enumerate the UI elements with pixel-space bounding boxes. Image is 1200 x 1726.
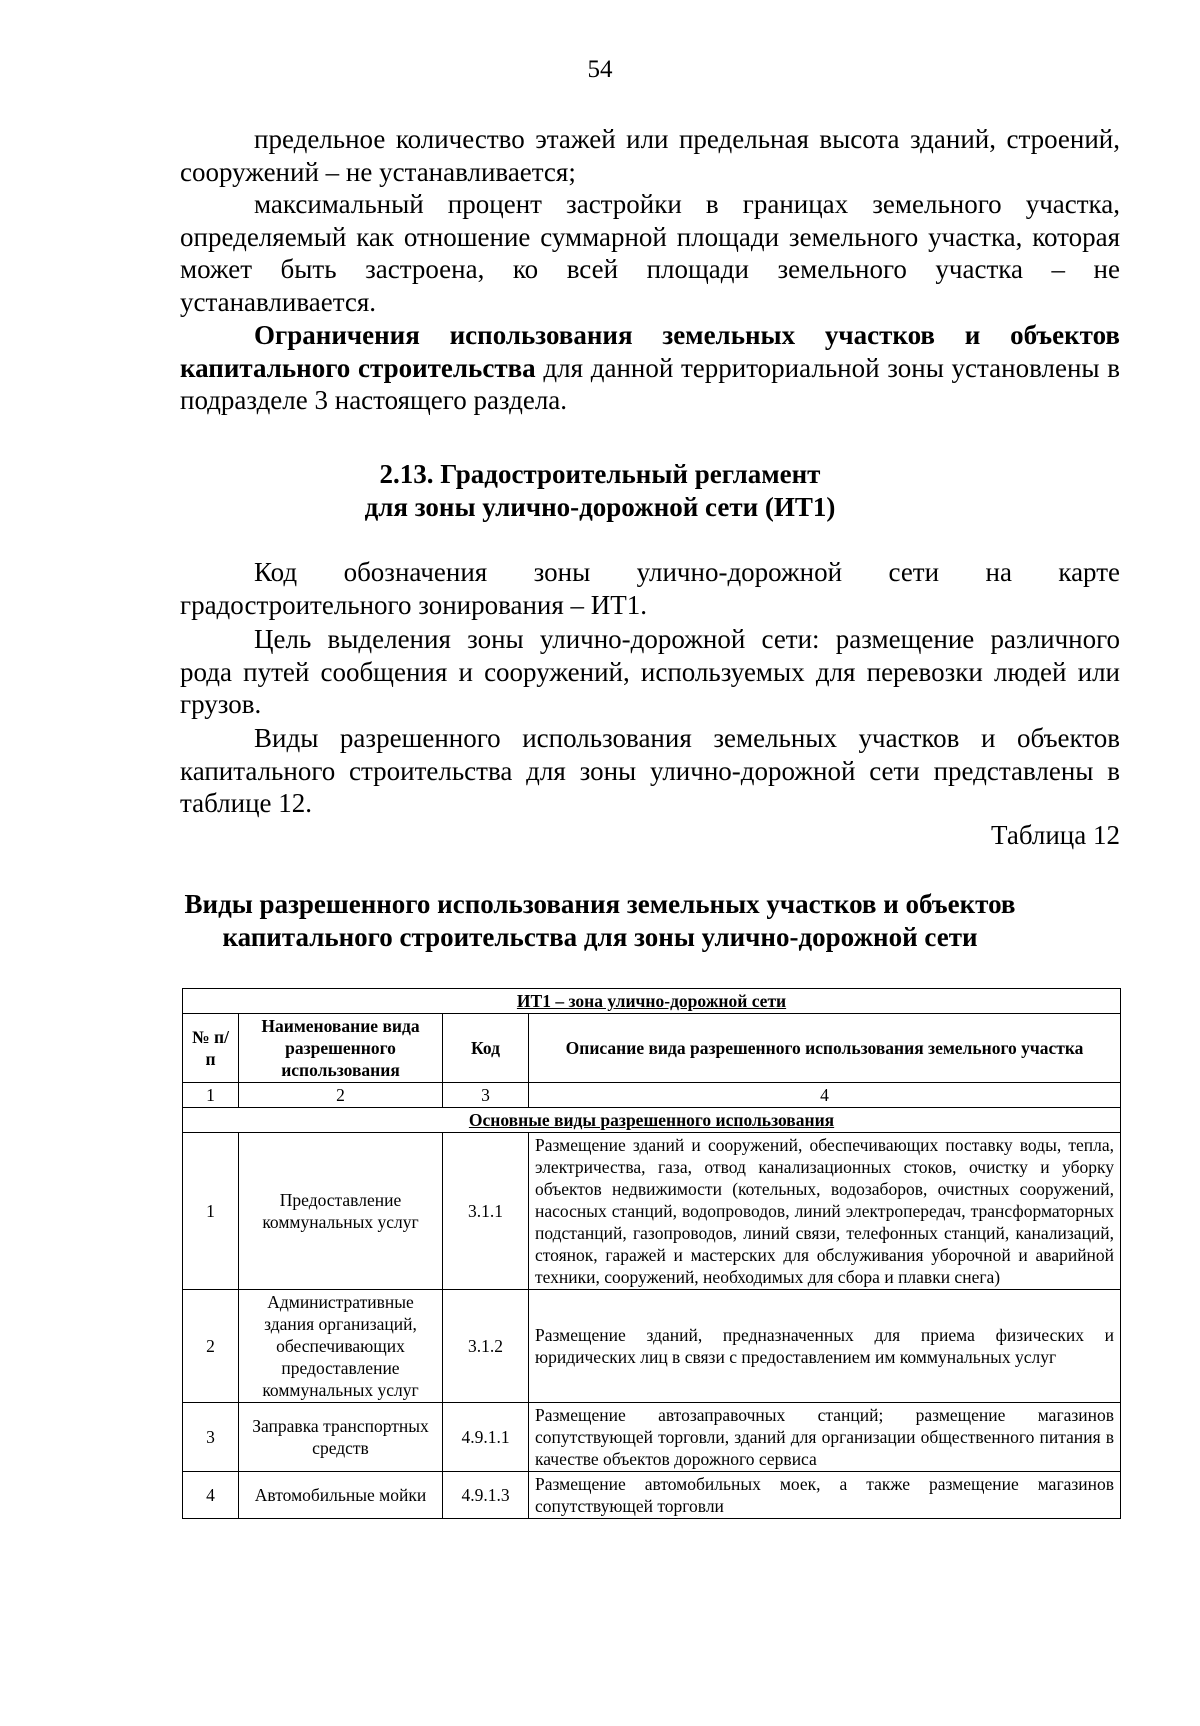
row-code: 4.9.1.3: [443, 1472, 529, 1519]
paragraph-zone-code: [180, 556, 1120, 621]
table-title-line1: Виды разрешенного использования земельных участков и объектов: [184, 889, 1016, 919]
header-name: Наименование вида разрешенного использования: [239, 1014, 443, 1083]
zone-header-row: [183, 989, 1121, 1014]
column-header-row: [183, 1014, 1121, 1083]
row-code: 3.1.2: [443, 1290, 529, 1403]
row-num: 1: [183, 1133, 239, 1290]
row-num: 4: [183, 1472, 239, 1519]
paragraph-usage-types: [180, 722, 1120, 820]
paragraph-zone-purpose: [180, 623, 1120, 721]
row-name: Административные здания организаций, обеспечивающих предоставление коммунальных услуг: [239, 1290, 443, 1403]
table-title: [0, 888, 1200, 954]
paragraph-text: Виды разрешенного использования земельных участков и объектов капитального строительства для зоны улично-дорожной сети представлены в таблице 12.: [180, 723, 1120, 818]
section-heading-line2: для зоны улично-дорожной сети (ИТ1): [364, 492, 836, 522]
page-number: 54: [587, 56, 613, 83]
row-desc: Размещение автозаправочных станций; размещение магазинов сопутствующей торговли, зданий для организации общественного питания в качестве объектов дорожного сервиса: [529, 1403, 1121, 1472]
row-num: 3: [183, 1403, 239, 1472]
restrictions-bold-text: Ограничения использования земельных участков и объектов капитального строительства: [180, 320, 1120, 383]
usage-table: [182, 988, 1121, 1519]
table-row: [183, 1133, 1121, 1290]
row-num: 2: [183, 1290, 239, 1403]
paragraph-text: [180, 319, 1120, 417]
paragraph-text: предельное количество этажей или предельная высота зданий, строений, сооружений – не устанавливается;: [180, 124, 1120, 187]
section-row: [183, 1108, 1121, 1133]
table-row: [183, 1403, 1121, 1472]
row-name: Предоставление коммунальных услуг: [239, 1133, 443, 1290]
paragraph-max-floors: [180, 123, 1120, 188]
row-code: 4.9.1.1: [443, 1403, 529, 1472]
section-title: Основные виды разрешенного использования: [183, 1108, 1121, 1133]
row-desc: Размещение зданий, предназначенных для приема физических и юридических лиц в связи с предоставлением им коммунальных услуг: [529, 1290, 1121, 1403]
table-number: Таблица 12: [991, 820, 1120, 850]
paragraph-restrictions: [180, 319, 1120, 417]
row-desc: Размещение зданий и сооружений, обеспечивающих поставку воды, тепла, электричества, газа, отвод канализационных стоков, очистку и уборку объектов недвижимости (котельных, водозаборов, очистных сооружений, насосных станций, водопроводов, линий электропередач, трансформаторных подстанций, газопроводов, линий связи, телефонных станций, канализаций, стоянок, гаражей и мастерских для обслуживания уборочной и аварийной техники, сооружений, необходимых для сбора и плавки снега): [529, 1133, 1121, 1290]
table-row: [183, 1290, 1121, 1403]
row-code: 3.1.1: [443, 1133, 529, 1290]
column-number: 2: [239, 1083, 443, 1108]
column-number: 4: [529, 1083, 1121, 1108]
paragraph-text: максимальный процент застройки в границах земельного участка, определяемый как отношение суммарной площади земельного участка, которая может быть застроена, ко всей площади земельного участка – не устанавливается.: [180, 189, 1120, 317]
paragraph-text: Цель выделения зоны улично-дорожной сети: размещение различного рода путей сообщения и сооружений, используемых для перевозки людей или грузов.: [180, 624, 1120, 719]
column-number: 1: [183, 1083, 239, 1108]
row-desc: Размещение автомобильных моек, а также размещение магазинов сопутствующей торговли: [529, 1472, 1121, 1519]
table-row: [183, 1472, 1121, 1519]
column-number-row: [183, 1083, 1121, 1108]
row-name: Заправка транспортных средств: [239, 1403, 443, 1472]
paragraph-max-coverage: [180, 188, 1120, 318]
header-num: № п/п: [183, 1014, 239, 1083]
restrictions-rest-text: для данной территориальной зоны установлены в подразделе 3 настоящего раздела.: [180, 352, 1120, 415]
column-number: 3: [443, 1083, 529, 1108]
zone-header: ИТ1 – зона улично-дорожной сети: [183, 989, 1121, 1014]
row-name: Автомобильные мойки: [239, 1472, 443, 1519]
section-heading-line1: 2.13. Градостроительный регламент: [379, 459, 821, 489]
section-heading: [0, 458, 1200, 524]
header-code: Код: [443, 1014, 529, 1083]
paragraph-text: Код обозначения зоны улично-дорожной сети на карте градостроительного зонирования – ИТ1.: [180, 557, 1120, 620]
table-title-line2: капитального строительства для зоны улично-дорожной сети: [222, 922, 978, 952]
header-desc: Описание вида разрешенного использования земельного участка: [529, 1014, 1121, 1083]
